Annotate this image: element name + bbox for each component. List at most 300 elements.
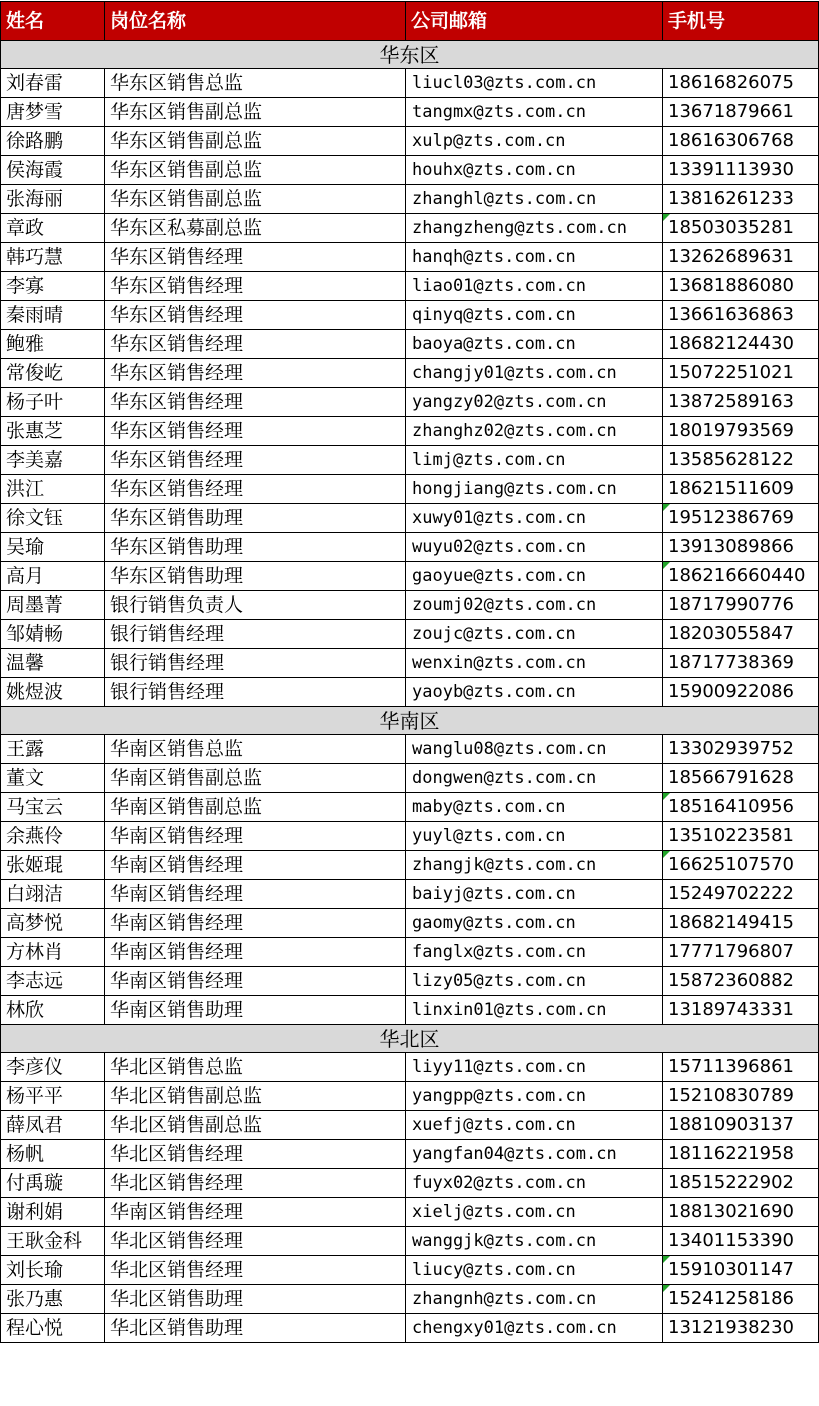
phone-cell — [663, 127, 819, 156]
region-section-row — [1, 41, 819, 69]
name-text: 周墨菁 — [6, 593, 64, 616]
email-text: wenxin@zts.com.cn — [412, 652, 586, 673]
email-cell — [406, 735, 663, 764]
title-cell — [105, 1198, 406, 1227]
phone-text: 15872360882 — [668, 970, 794, 991]
phone-cell — [663, 330, 819, 359]
name-cell — [1, 98, 105, 127]
phone-cell — [663, 1169, 819, 1198]
table-row — [1, 301, 819, 330]
phone-text: 18116221958 — [668, 1143, 794, 1164]
email-text: gaoyue@zts.com.cn — [412, 565, 586, 586]
title-text: 华北区销售助理 — [110, 1316, 244, 1339]
table-row — [1, 996, 819, 1025]
name-text: 王耿金科 — [6, 1229, 83, 1252]
title-cell — [105, 967, 406, 996]
name-text: 余燕伶 — [6, 824, 64, 847]
title-text: 华南区销售经理 — [110, 940, 244, 963]
phone-cell — [663, 417, 819, 446]
phone-cell — [663, 764, 819, 793]
phone-text: 15249702222 — [668, 883, 794, 904]
title-cell — [105, 359, 406, 388]
title-cell — [105, 475, 406, 504]
phone-cell — [663, 214, 819, 243]
name-text: 李美嘉 — [6, 448, 64, 471]
email-cell — [406, 996, 663, 1025]
phone-text: 18813021690 — [668, 1201, 794, 1222]
phone-text: 18616306768 — [668, 130, 794, 151]
title-cell — [105, 388, 406, 417]
table-row — [1, 127, 819, 156]
header-row — [1, 2, 819, 41]
email-cell — [406, 851, 663, 880]
name-text: 邹婧畅 — [6, 622, 64, 645]
title-cell — [105, 417, 406, 446]
email-cell — [406, 764, 663, 793]
name-cell — [1, 1314, 105, 1343]
phone-cell — [663, 967, 819, 996]
name-cell — [1, 1082, 105, 1111]
title-text: 华东区销售助理 — [110, 564, 244, 587]
table-row — [1, 1169, 819, 1198]
email-text: qinyq@zts.com.cn — [412, 304, 576, 325]
region-heading: 华东区 — [1, 41, 819, 69]
phone-text: 13816261233 — [668, 188, 794, 209]
name-cell — [1, 185, 105, 214]
email-cell — [406, 1169, 663, 1198]
email-text: hanqh@zts.com.cn — [412, 246, 576, 267]
table-row — [1, 851, 819, 880]
email-cell — [406, 417, 663, 446]
name-text: 秦雨晴 — [6, 303, 64, 326]
title-text: 华东区销售经理 — [110, 245, 244, 268]
email-text: baiyj@zts.com.cn — [412, 883, 576, 904]
name-cell — [1, 1285, 105, 1314]
name-text: 方林肖 — [6, 940, 64, 963]
phone-text: 18616826075 — [668, 72, 794, 93]
email-text: yangfan04@zts.com.cn — [412, 1143, 617, 1164]
phone-cell — [663, 793, 819, 822]
email-text: hongjiang@zts.com.cn — [412, 478, 617, 499]
name-cell — [1, 533, 105, 562]
table-row — [1, 735, 819, 764]
table-row — [1, 69, 819, 98]
name-text: 姚煜波 — [6, 680, 64, 703]
email-cell — [406, 301, 663, 330]
phone-text: 18203055847 — [668, 623, 794, 644]
name-cell — [1, 793, 105, 822]
table-row — [1, 214, 819, 243]
name-text: 王露 — [6, 737, 45, 760]
phone-cell — [663, 243, 819, 272]
phone-cell — [663, 1285, 819, 1314]
phone-text: 13262689631 — [668, 246, 794, 267]
phone-text: 13401153390 — [668, 1230, 794, 1251]
phone-cell — [663, 98, 819, 127]
email-text: xuwy01@zts.com.cn — [412, 507, 586, 528]
contact-table-body — [1, 2, 819, 1343]
name-text: 鲍雅 — [6, 332, 45, 355]
title-text: 华北区销售经理 — [110, 1171, 244, 1194]
phone-cell — [663, 475, 819, 504]
email-cell — [406, 330, 663, 359]
name-cell — [1, 301, 105, 330]
phone-text: 13671879661 — [668, 101, 794, 122]
name-cell — [1, 996, 105, 1025]
name-text: 程心悦 — [6, 1316, 64, 1339]
table-row — [1, 98, 819, 127]
phone-cell — [663, 185, 819, 214]
title-cell — [105, 909, 406, 938]
cell-note-flag-icon — [663, 851, 670, 858]
email-text: dongwen@zts.com.cn — [412, 767, 597, 788]
phone-text: 18717990776 — [668, 594, 794, 615]
title-cell — [105, 98, 406, 127]
email-text: chengxy01@zts.com.cn — [412, 1317, 617, 1338]
table-row — [1, 504, 819, 533]
email-cell — [406, 793, 663, 822]
region-section-row — [1, 1025, 819, 1053]
email-cell — [406, 649, 663, 678]
cell-note-flag-icon — [663, 1285, 670, 1292]
email-cell — [406, 1140, 663, 1169]
table-row — [1, 822, 819, 851]
title-cell — [105, 735, 406, 764]
title-cell — [105, 793, 406, 822]
table-row — [1, 1285, 819, 1314]
table-row — [1, 909, 819, 938]
title-cell — [105, 562, 406, 591]
phone-cell — [663, 533, 819, 562]
phone-cell — [663, 156, 819, 185]
phone-text: 17771796807 — [668, 941, 794, 962]
table-row — [1, 272, 819, 301]
email-cell — [406, 475, 663, 504]
email-cell — [406, 446, 663, 475]
cell-note-flag-icon — [663, 1256, 670, 1263]
email-cell — [406, 678, 663, 707]
name-text: 张惠芝 — [6, 419, 64, 442]
phone-text: 18516410956 — [668, 796, 794, 817]
contact-table — [0, 1, 819, 1343]
phone-cell — [663, 301, 819, 330]
phone-cell — [663, 938, 819, 967]
title-cell — [105, 446, 406, 475]
title-cell — [105, 591, 406, 620]
email-cell — [406, 98, 663, 127]
title-cell — [105, 822, 406, 851]
name-text: 林欣 — [6, 998, 45, 1021]
name-cell — [1, 446, 105, 475]
phone-text: 13585628122 — [668, 449, 794, 470]
table-row — [1, 793, 819, 822]
name-text: 杨帆 — [6, 1142, 45, 1165]
phone-cell — [663, 1140, 819, 1169]
phone-cell — [663, 69, 819, 98]
email-cell — [406, 1285, 663, 1314]
title-text: 华南区销售经理 — [110, 969, 244, 992]
email-text: liao01@zts.com.cn — [412, 275, 586, 296]
name-cell — [1, 214, 105, 243]
phone-text: 15900922086 — [668, 681, 794, 702]
title-cell — [105, 1256, 406, 1285]
title-cell — [105, 1053, 406, 1082]
name-text: 董文 — [6, 766, 45, 789]
phone-cell — [663, 1082, 819, 1111]
table-row — [1, 330, 819, 359]
phone-text: 18717738369 — [668, 652, 794, 673]
name-text: 徐路鹏 — [6, 129, 64, 152]
phone-text: 15241258186 — [668, 1288, 794, 1309]
email-cell — [406, 69, 663, 98]
table-row — [1, 1082, 819, 1111]
name-cell — [1, 1256, 105, 1285]
title-cell — [105, 1111, 406, 1140]
name-text: 谢利娟 — [6, 1200, 64, 1223]
title-text: 华南区销售经理 — [110, 853, 244, 876]
table-row — [1, 1111, 819, 1140]
title-text: 华东区销售助理 — [110, 506, 244, 529]
title-text: 华东区私募副总监 — [110, 216, 263, 239]
email-cell — [406, 1198, 663, 1227]
email-text: houhx@zts.com.cn — [412, 159, 576, 180]
email-cell — [406, 1111, 663, 1140]
title-text: 华东区销售经理 — [110, 274, 244, 297]
email-cell — [406, 272, 663, 301]
email-cell — [406, 880, 663, 909]
email-text: wanglu08@zts.com.cn — [412, 738, 607, 759]
phone-text: 13913089866 — [668, 536, 794, 557]
title-text: 华南区销售助理 — [110, 998, 244, 1021]
email-text: fuyx02@zts.com.cn — [412, 1172, 586, 1193]
email-text: changjy01@zts.com.cn — [412, 362, 617, 383]
email-text: xuefj@zts.com.cn — [412, 1114, 576, 1135]
table-row — [1, 764, 819, 793]
title-text: 华东区销售副总监 — [110, 100, 263, 123]
region-heading: 华北区 — [1, 1025, 819, 1053]
title-cell — [105, 214, 406, 243]
email-text: zoumj02@zts.com.cn — [412, 594, 597, 615]
cell-note-flag-icon — [663, 793, 670, 800]
phone-cell — [663, 1227, 819, 1256]
title-cell — [105, 1314, 406, 1343]
table-row — [1, 1140, 819, 1169]
name-cell — [1, 69, 105, 98]
phone-cell — [663, 880, 819, 909]
title-cell — [105, 127, 406, 156]
name-cell — [1, 388, 105, 417]
email-text: zhanghz02@zts.com.cn — [412, 420, 617, 441]
email-text: zoujc@zts.com.cn — [412, 623, 576, 644]
email-cell — [406, 1082, 663, 1111]
title-text: 华北区销售经理 — [110, 1229, 244, 1252]
phone-cell — [663, 996, 819, 1025]
email-cell — [406, 388, 663, 417]
title-cell — [105, 1227, 406, 1256]
phone-text: 16625107570 — [668, 854, 794, 875]
name-text: 杨子叶 — [6, 390, 64, 413]
title-text: 华南区销售经理 — [110, 882, 244, 905]
name-text: 马宝云 — [6, 795, 64, 818]
email-text: yangpp@zts.com.cn — [412, 1085, 586, 1106]
phone-text: 18515222902 — [668, 1172, 794, 1193]
name-cell — [1, 562, 105, 591]
email-text: gaomy@zts.com.cn — [412, 912, 576, 933]
title-cell — [105, 938, 406, 967]
phone-cell — [663, 1314, 819, 1343]
title-cell — [105, 156, 406, 185]
name-cell — [1, 1169, 105, 1198]
name-text: 付禹璇 — [6, 1171, 64, 1194]
title-cell — [105, 330, 406, 359]
title-text: 华东区销售总监 — [110, 71, 244, 94]
name-cell — [1, 417, 105, 446]
email-cell — [406, 938, 663, 967]
title-cell — [105, 69, 406, 98]
email-cell — [406, 909, 663, 938]
title-cell — [105, 620, 406, 649]
title-text: 华南区销售经理 — [110, 911, 244, 934]
phone-text: 18019793569 — [668, 420, 794, 441]
email-text: liucl03@zts.com.cn — [412, 72, 597, 93]
email-cell — [406, 967, 663, 996]
phone-text: 18682149415 — [668, 912, 794, 933]
name-cell — [1, 735, 105, 764]
table-row — [1, 185, 819, 214]
title-cell — [105, 272, 406, 301]
cell-note-flag-icon — [663, 562, 670, 569]
email-cell — [406, 1227, 663, 1256]
name-cell — [1, 909, 105, 938]
table-row — [1, 678, 819, 707]
phone-cell — [663, 1053, 819, 1082]
email-cell — [406, 620, 663, 649]
title-cell — [105, 996, 406, 1025]
title-cell — [105, 301, 406, 330]
table-row — [1, 156, 819, 185]
name-text: 张乃惠 — [6, 1287, 64, 1310]
phone-cell — [663, 388, 819, 417]
email-cell — [406, 562, 663, 591]
title-text: 华东区销售经理 — [110, 303, 244, 326]
name-text: 侯海霞 — [6, 158, 64, 181]
email-cell — [406, 822, 663, 851]
name-cell — [1, 243, 105, 272]
title-text: 华南区销售副总监 — [110, 795, 263, 818]
phone-text: 18503035281 — [668, 217, 794, 238]
phone-cell — [663, 735, 819, 764]
title-cell — [105, 764, 406, 793]
table-row — [1, 446, 819, 475]
header-email: 公司邮箱 — [406, 2, 663, 41]
phone-cell — [663, 909, 819, 938]
phone-text: 15210830789 — [668, 1085, 794, 1106]
name-cell — [1, 359, 105, 388]
email-text: fanglx@zts.com.cn — [412, 941, 586, 962]
email-text: zhangjk@zts.com.cn — [412, 854, 597, 875]
phone-cell — [663, 851, 819, 880]
name-cell — [1, 880, 105, 909]
phone-cell — [663, 591, 819, 620]
phone-cell — [663, 620, 819, 649]
title-text: 华东区销售经理 — [110, 361, 244, 384]
table-row — [1, 475, 819, 504]
email-text: limj@zts.com.cn — [412, 449, 566, 470]
title-cell — [105, 851, 406, 880]
phone-text: 15910301147 — [668, 1259, 794, 1280]
email-cell — [406, 185, 663, 214]
title-cell — [105, 1082, 406, 1111]
table-row — [1, 591, 819, 620]
phone-cell — [663, 504, 819, 533]
name-text: 章政 — [6, 216, 45, 239]
name-cell — [1, 1111, 105, 1140]
title-text: 华东区销售副总监 — [110, 129, 263, 152]
name-cell — [1, 127, 105, 156]
title-cell — [105, 649, 406, 678]
phone-cell — [663, 272, 819, 301]
title-text: 华北区销售助理 — [110, 1287, 244, 1310]
name-cell — [1, 1198, 105, 1227]
table-row — [1, 1053, 819, 1082]
phone-text: 13189743331 — [668, 999, 794, 1020]
phone-cell — [663, 1111, 819, 1140]
name-cell — [1, 967, 105, 996]
email-cell — [406, 127, 663, 156]
title-text: 华东区销售助理 — [110, 535, 244, 558]
title-text: 银行销售负责人 — [110, 593, 244, 616]
title-text: 华东区销售副总监 — [110, 187, 263, 210]
email-text: xielj@zts.com.cn — [412, 1201, 576, 1222]
header-phone: 手机号 — [663, 2, 819, 41]
table-row — [1, 359, 819, 388]
phone-text: 13510223581 — [668, 825, 794, 846]
title-cell — [105, 1285, 406, 1314]
phone-text: 15072251021 — [668, 362, 794, 383]
title-text: 华南区销售经理 — [110, 824, 244, 847]
table-row — [1, 243, 819, 272]
cell-note-flag-icon — [663, 214, 670, 221]
name-text: 韩巧慧 — [6, 245, 64, 268]
phone-cell — [663, 678, 819, 707]
phone-cell — [663, 446, 819, 475]
name-cell — [1, 1140, 105, 1169]
name-text: 高梦悦 — [6, 911, 64, 934]
name-cell — [1, 851, 105, 880]
table-row — [1, 1227, 819, 1256]
phone-cell — [663, 649, 819, 678]
email-text: yangzy02@zts.com.cn — [412, 391, 607, 412]
name-text: 刘长瑜 — [6, 1258, 64, 1281]
name-cell — [1, 475, 105, 504]
name-cell — [1, 1053, 105, 1082]
phone-text: 19512386769 — [668, 507, 794, 528]
email-cell — [406, 504, 663, 533]
title-text: 华北区销售副总监 — [110, 1113, 263, 1136]
table-row — [1, 1256, 819, 1285]
phone-text: 13661636863 — [668, 304, 794, 325]
title-text: 银行销售经理 — [110, 680, 225, 703]
phone-text: 13872589163 — [668, 391, 794, 412]
email-text: liyy11@zts.com.cn — [412, 1056, 586, 1077]
title-text: 华北区销售经理 — [110, 1142, 244, 1165]
name-text: 洪江 — [6, 477, 45, 500]
email-text: zhanghl@zts.com.cn — [412, 188, 597, 209]
title-text: 华北区销售经理 — [110, 1258, 244, 1281]
name-text: 徐文钰 — [6, 506, 64, 529]
name-cell — [1, 156, 105, 185]
name-cell — [1, 938, 105, 967]
